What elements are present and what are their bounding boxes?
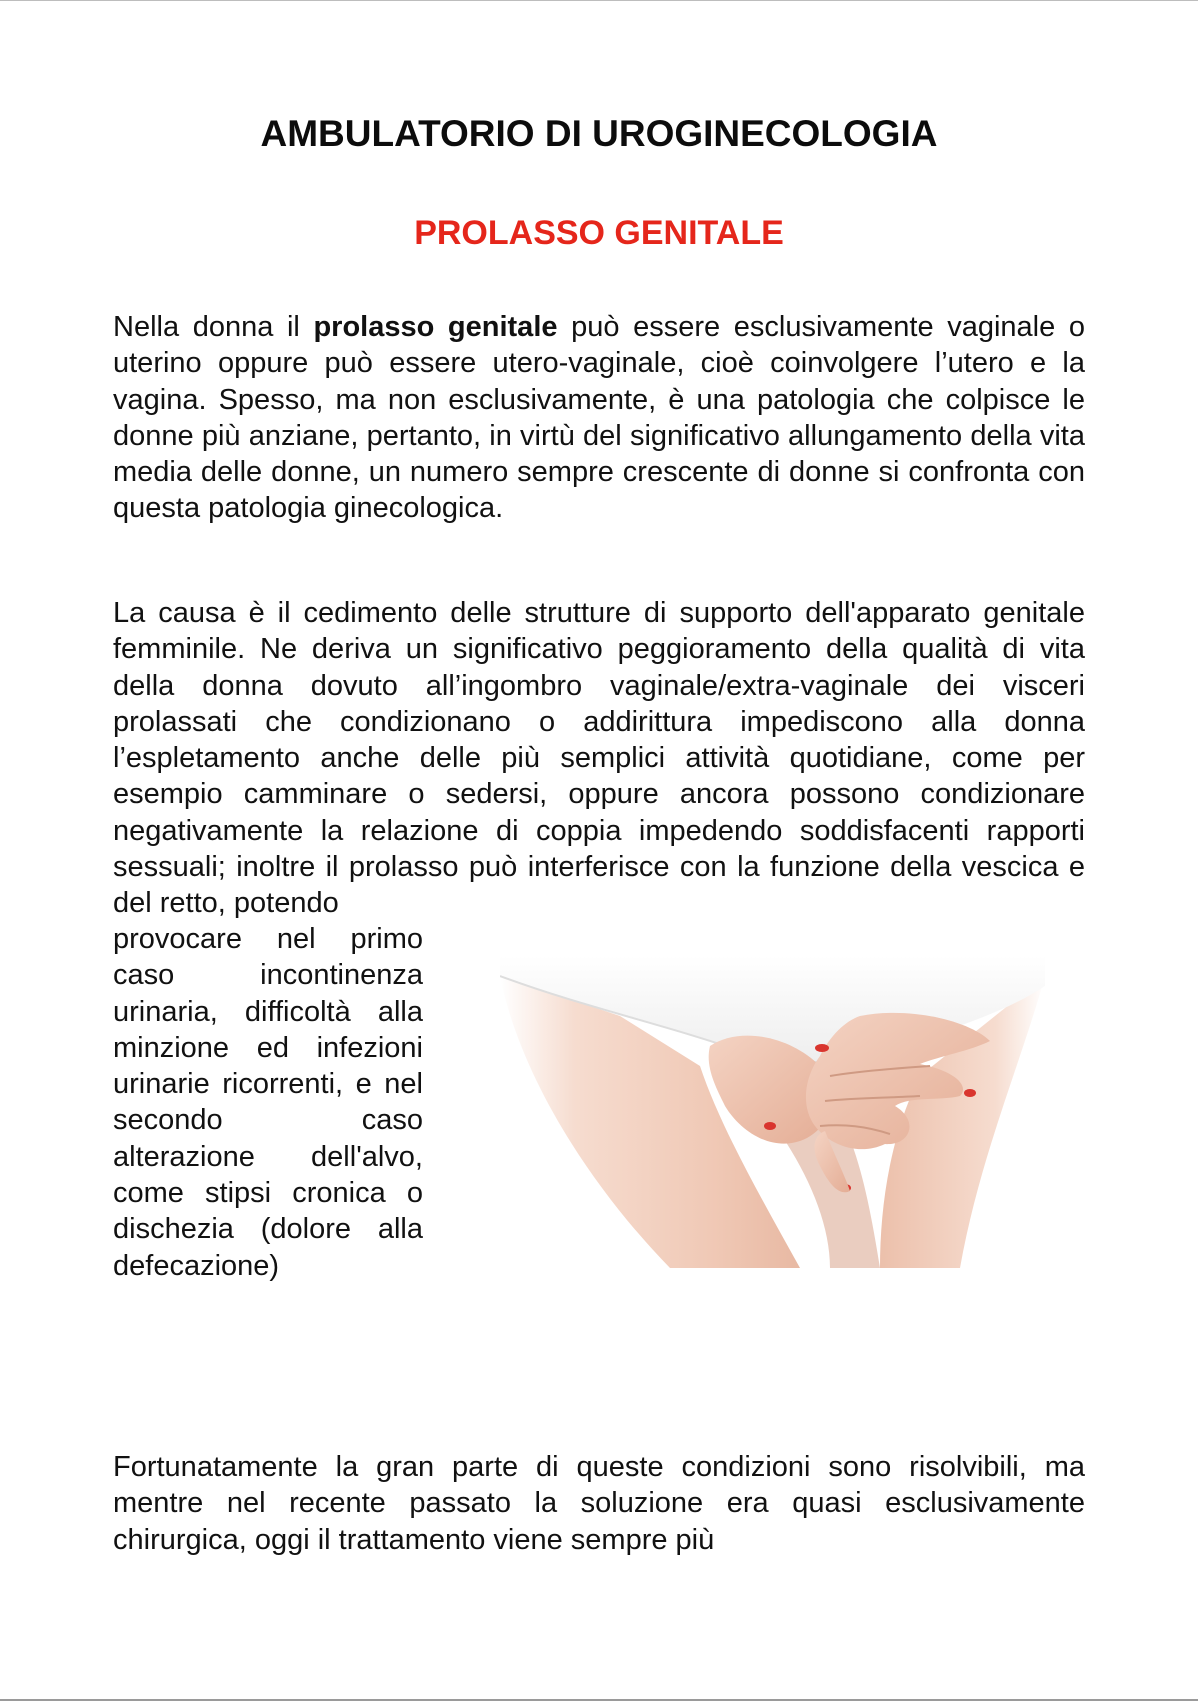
- intro-paragraph: [113, 309, 1085, 527]
- cause-paragraph: La causa è il cedimento delle strutture di supporto dell'apparato genitale femminile. Ne deriva un significativo peggioramento della qualità di vita della donna dovuto all’ingombro vaginale/extra-vaginale dei visceri prolassati che condizionano o addirittura impediscono alla donna l’espletamento anche delle più semplici attività quotidiane, come per esempio camminare o sedersi, oppure ancora possono condizionare negativamente la relazione di coppia impedendo soddisfacenti rapporti sessuali; inoltre il prolasso può interferisce con la funzione della vescica e del retto, potendo: [113, 597, 1085, 920]
- nail-mark: [815, 1044, 829, 1052]
- cause-paragraph-continuation: provocare nel primo caso incontinenza urinaria, difficoltà alla minzione ed infezioni urinarie ricorrenti, e nel secondo caso alterazione dell'alvo, come stipsi cronica o dischezia (dolore alla defecazione): [113, 923, 423, 1282]
- intro-bold-term: prolasso genitale: [313, 311, 558, 343]
- nail-mark: [764, 1122, 776, 1130]
- nail-mark: [964, 1089, 976, 1097]
- intro-text-start: Nella donna il: [113, 311, 314, 343]
- section-heading: PROLASSO GENITALE: [414, 214, 784, 252]
- treatment-paragraph: Fortunatamente la gran parte di queste condizioni sono risolvibili, ma mentre nel recente passato la soluzione era quasi esclusivamente chirurgica, oggi il trattamento viene sempre più: [113, 1451, 1085, 1556]
- illustration-photo: [500, 956, 1045, 1268]
- page-title: AMBULATORIO DI UROGINECOLOGIA: [260, 113, 938, 154]
- pelvic-pain-illustration: [500, 956, 1045, 1268]
- intro-text-rest: può essere esclusivamente vaginale o uterino oppure può essere utero-vaginale, cioè coinvolgere l’utero e la vagina. Spesso, ma non esclusivamente, è una patologia che colpisce le donne più anziane, pertanto, in virtù del significativo allungamento della vita media delle donne, un numero sempre crescente di donne si confronta con questa patologia ginecologica.: [113, 311, 1085, 525]
